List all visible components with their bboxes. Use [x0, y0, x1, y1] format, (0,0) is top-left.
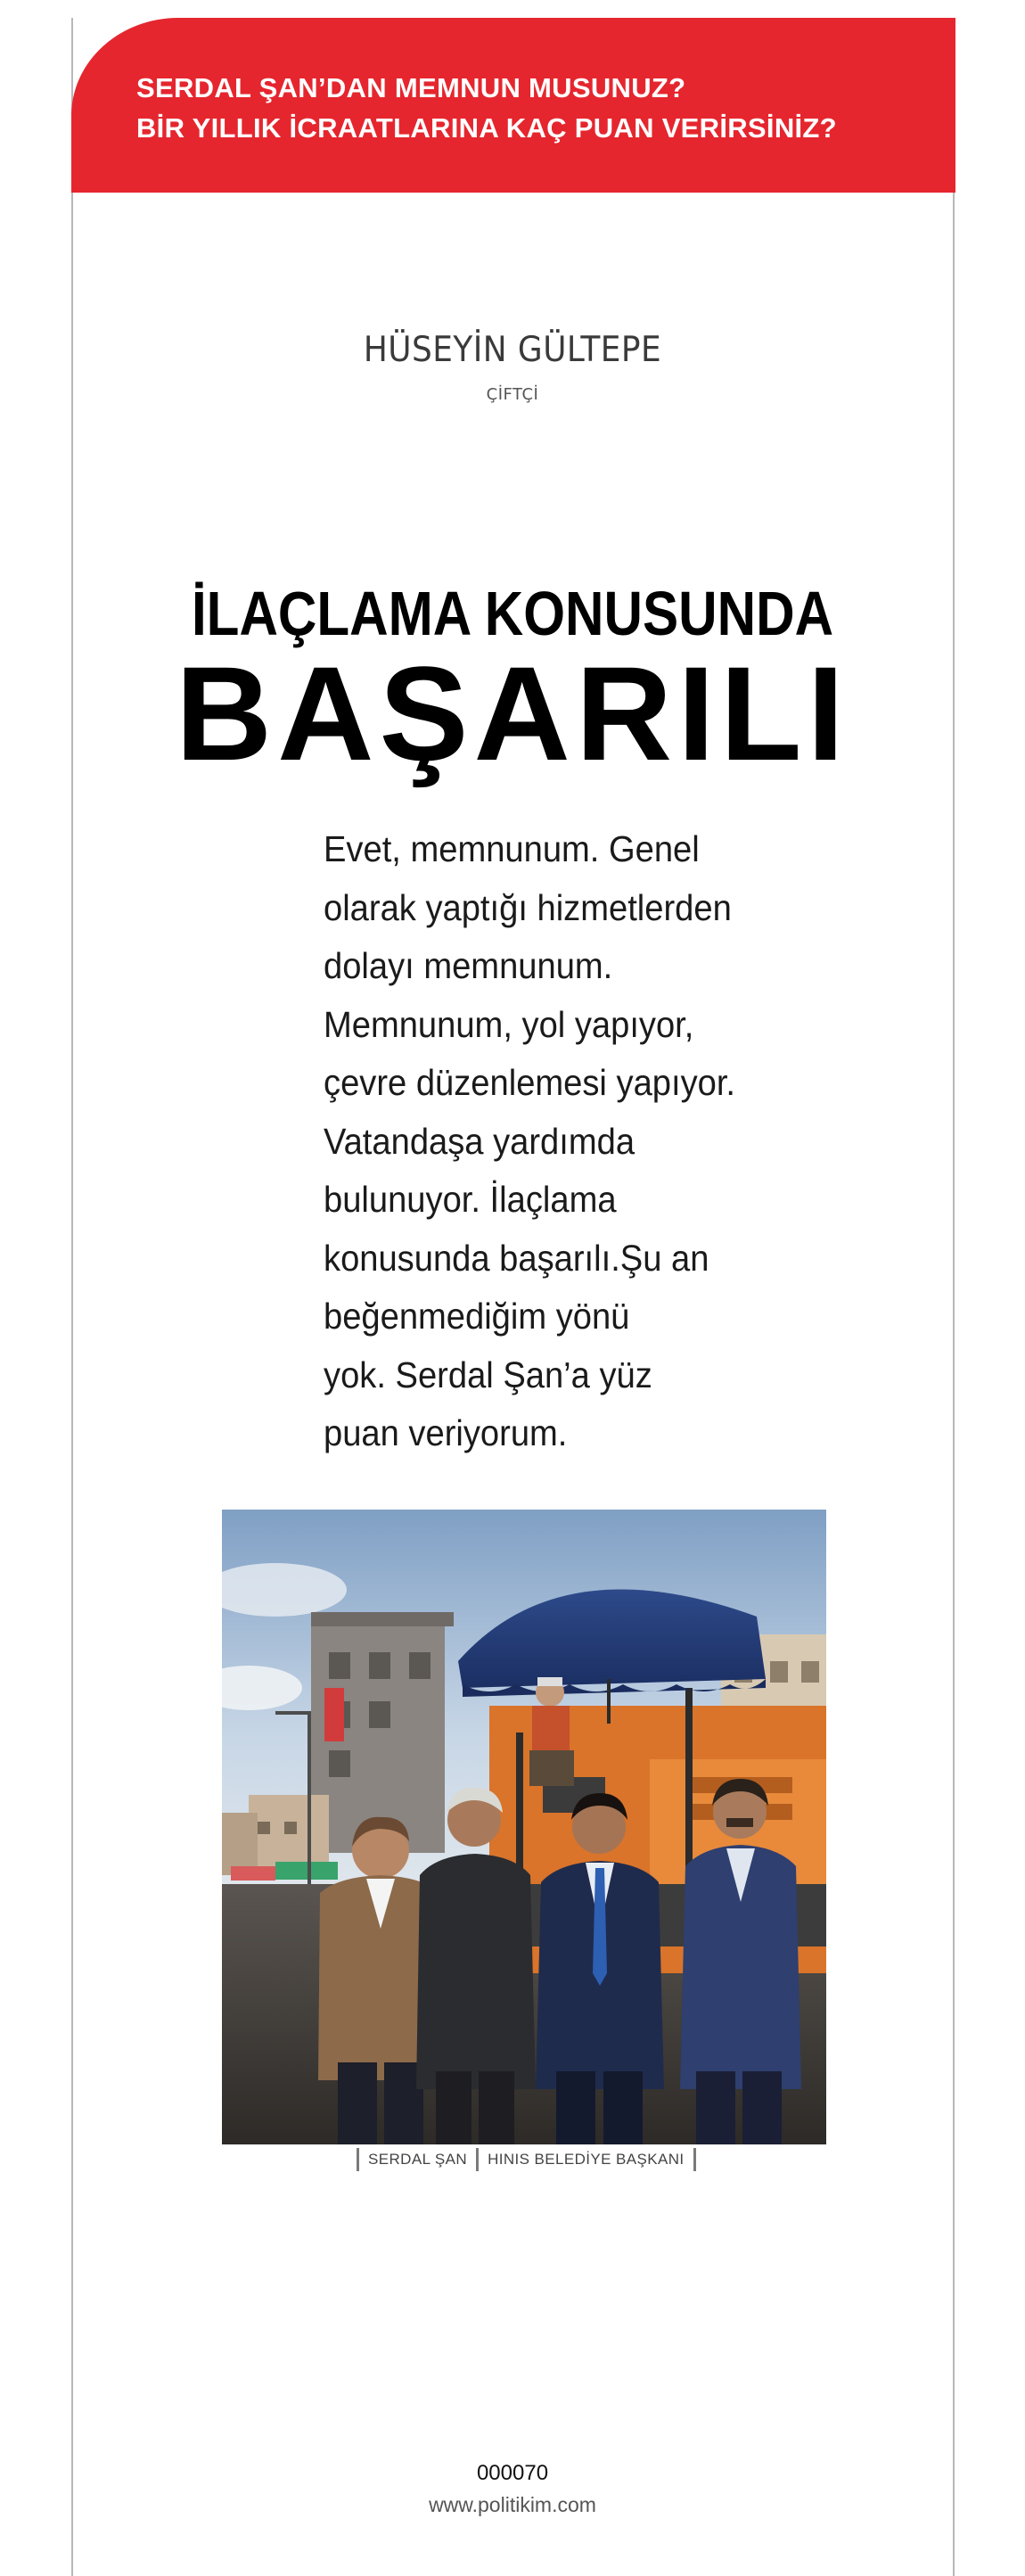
group-photo — [222, 1510, 826, 2144]
header-banner — [71, 18, 955, 193]
header-question-line-2: BİR YILLIK İCRAATLARINA KAÇ PUAN VERİRSİNİZ? — [136, 112, 837, 144]
photo-caption — [357, 2147, 696, 2172]
quote-line: konusunda başarılı.Şu an — [324, 1237, 709, 1279]
header-question-line-1: SERDAL ŞAN’DAN MEMNUN MUSUNUZ? — [136, 72, 686, 103]
quote-line: yok. Serdal Şan’a yüz — [324, 1354, 652, 1395]
quote-line: beğenmediğim yönü — [324, 1296, 630, 1337]
page-code: 000070 — [476, 2461, 549, 2485]
quote-line: dolayı memnunum. — [324, 945, 613, 986]
caption-title: HINIS BELEDİYE BAŞKANI — [488, 2151, 685, 2168]
quote-line: çevre düzenlemesi yapıyor. — [324, 1062, 736, 1103]
headline-subtitle: İLAÇLAMA KONUSUNDA — [191, 579, 834, 648]
quote-body — [324, 820, 805, 1463]
headline-title: BAŞARILI — [175, 638, 850, 788]
quote-line: Memnunum, yol yapıyor, — [324, 1003, 694, 1045]
quote-line: Vatandaşa yardımda — [324, 1120, 636, 1162]
caption-divider — [693, 2148, 696, 2171]
quote-line: olarak yaptığı hizmetlerden — [324, 886, 732, 928]
quote-line: bulunuyor. İlaçlama — [324, 1179, 617, 1220]
quote-line: Evet, memnunum. Genel — [324, 828, 700, 869]
website-url: www.politikim.com — [429, 2493, 596, 2516]
quote-line: puan veriyorum. — [324, 1412, 568, 1453]
interviewee-name: HÜSEYİN GÜLTEPE — [363, 330, 662, 370]
interviewee-role: ÇİFTÇİ — [486, 385, 539, 404]
caption-name: SERDAL ŞAN — [368, 2151, 468, 2168]
